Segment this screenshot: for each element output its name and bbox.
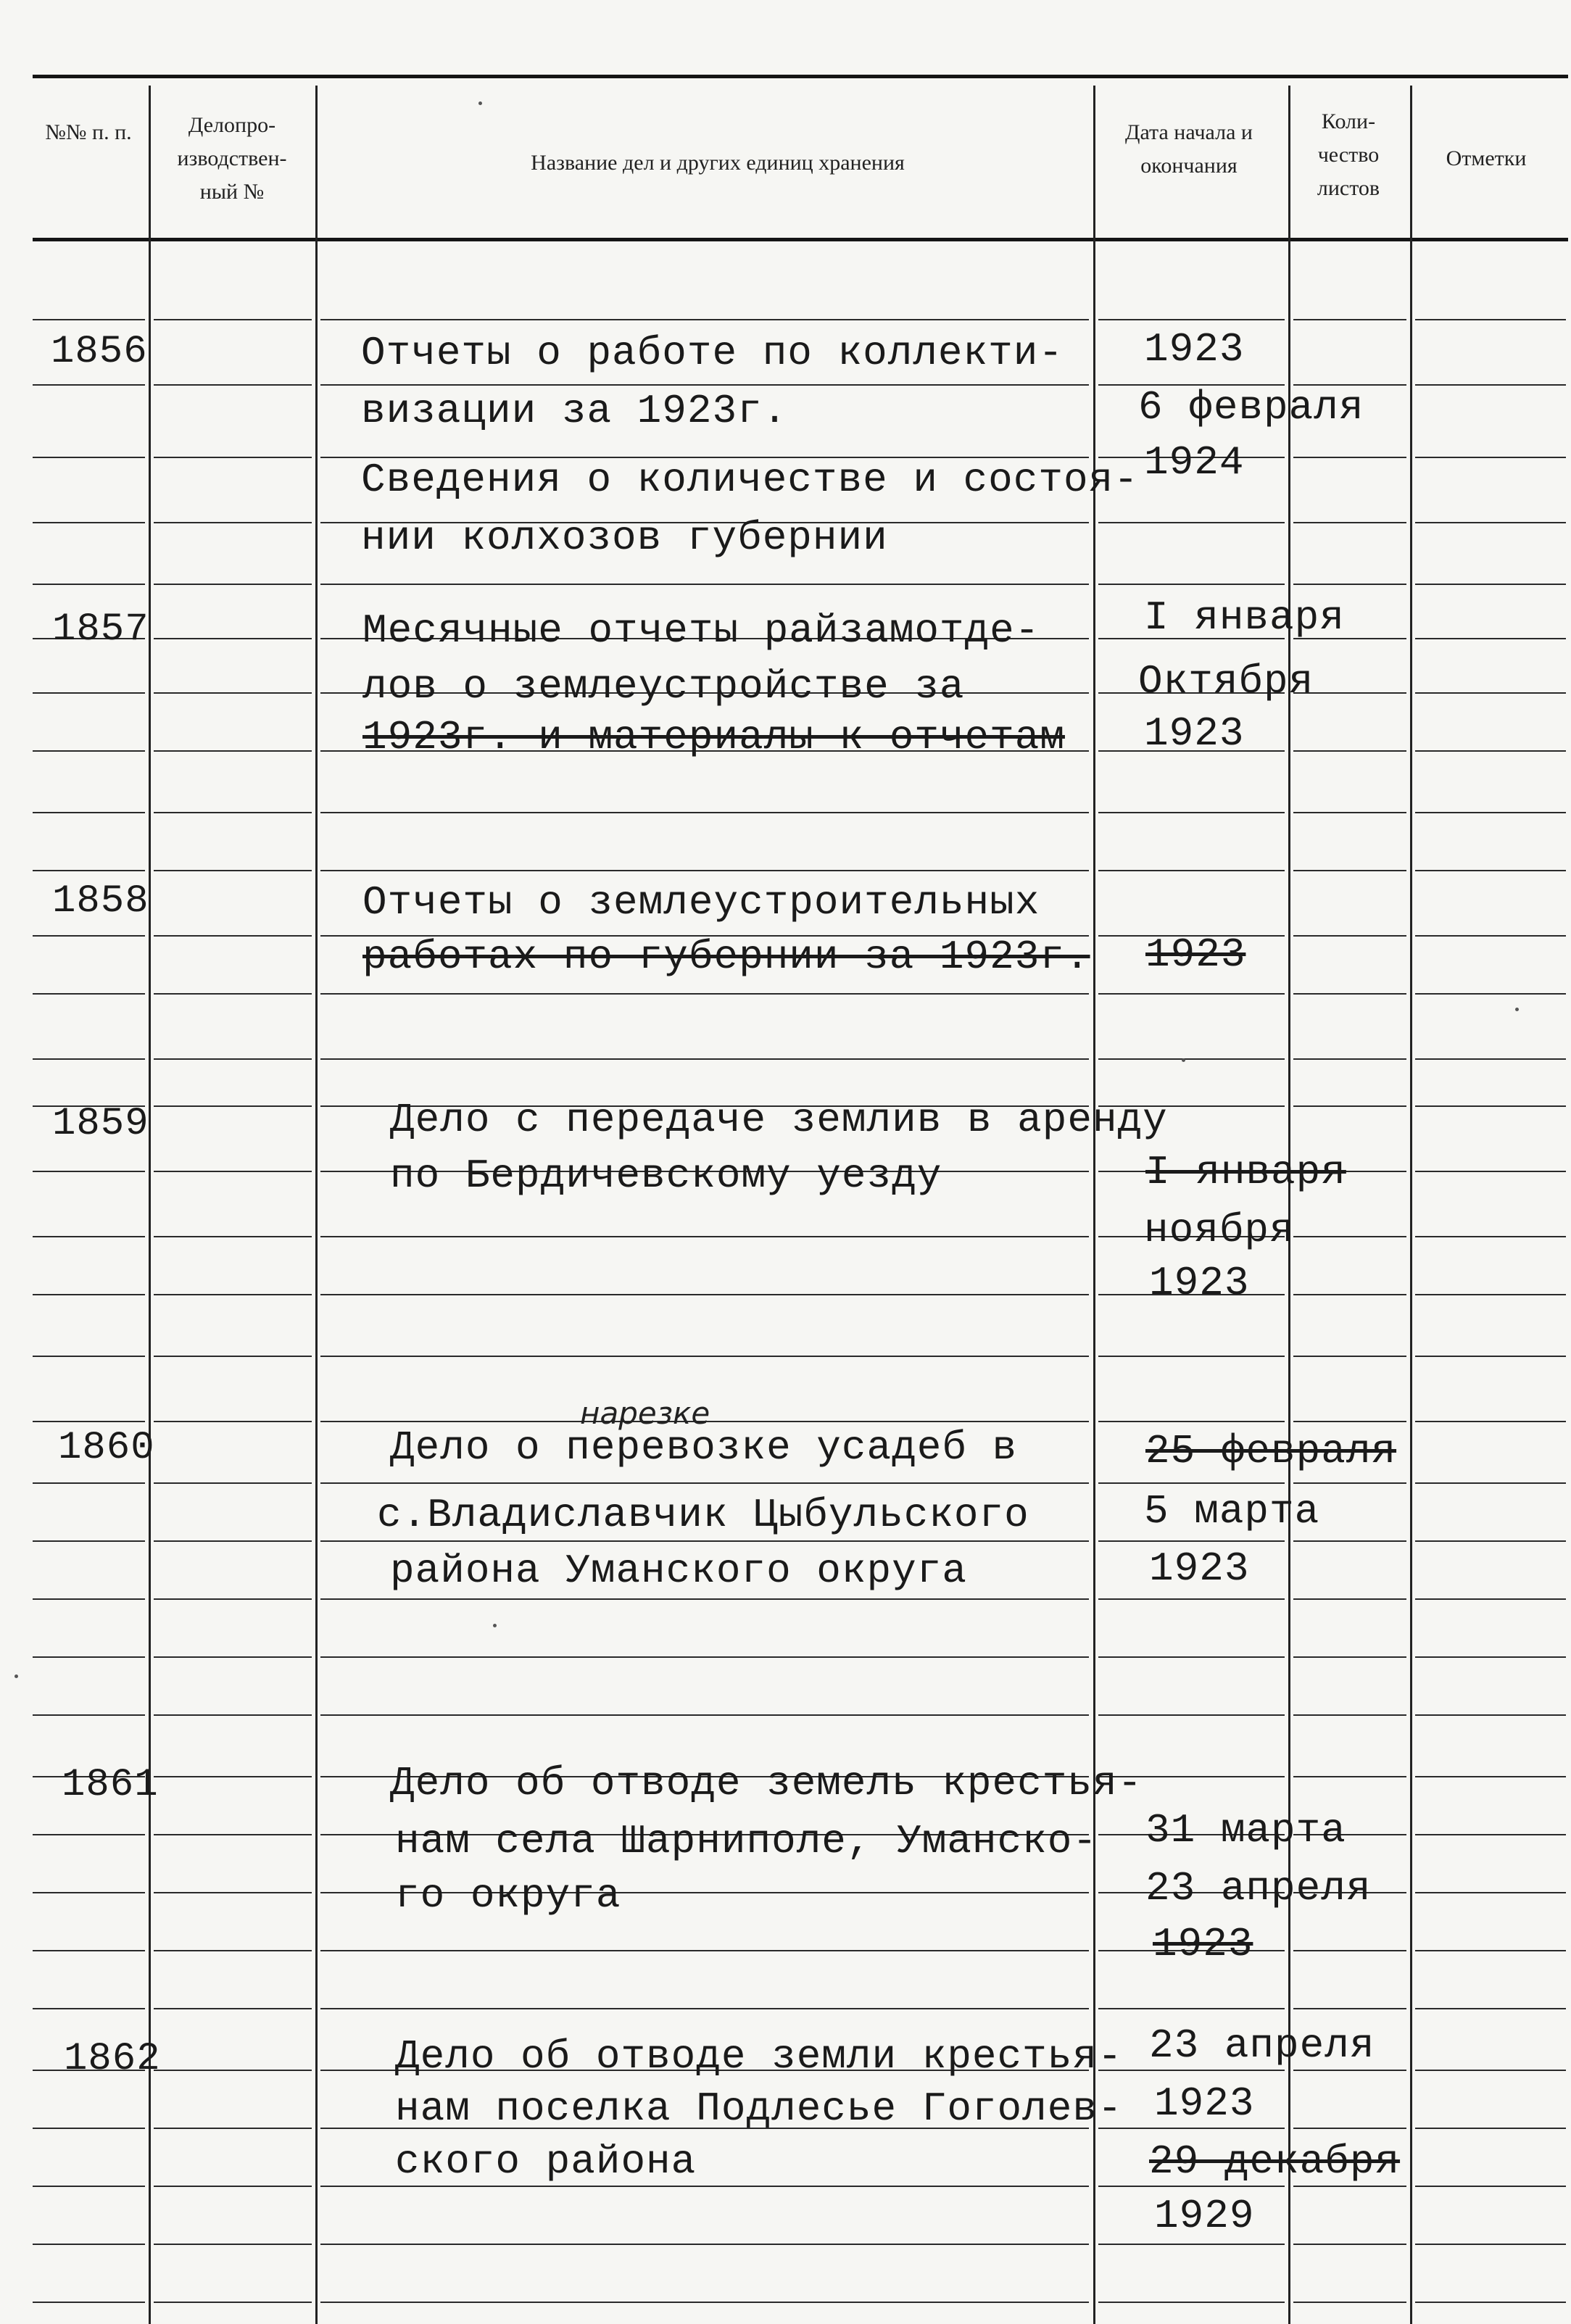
ruled-line <box>1415 1105 1566 1107</box>
ruled-line <box>33 812 145 813</box>
ruled-line <box>154 1236 312 1237</box>
ruled-line <box>320 812 1089 813</box>
ruled-line <box>154 2302 312 2303</box>
record-title-line: нии колхозов губернии <box>361 515 888 561</box>
record-date-line: 23 апреля <box>1145 1865 1372 1912</box>
ruled-line <box>154 812 312 813</box>
ruled-line <box>1415 1171 1566 1172</box>
column-divider <box>1410 86 1412 2324</box>
ruled-line <box>1293 1421 1406 1422</box>
ruled-line <box>154 384 312 386</box>
ruled-line <box>33 1294 145 1295</box>
ruled-line <box>1098 812 1285 813</box>
ruled-line <box>1098 2244 1285 2245</box>
ruled-line <box>1415 522 1566 523</box>
ruled-line <box>154 638 312 639</box>
ruled-line <box>1415 1950 1566 1951</box>
ruled-line <box>1415 319 1566 320</box>
ruled-line <box>33 1356 145 1357</box>
record-date-line: 1923 <box>1144 710 1245 757</box>
ruled-line <box>1415 1776 1566 1777</box>
scan-speck <box>1515 1008 1519 1011</box>
ruled-line <box>154 1058 312 1060</box>
record-date-line: 1929 <box>1154 2193 1255 2239</box>
record-number: 1860 <box>58 1426 155 1470</box>
ruled-line <box>1293 457 1406 458</box>
ruled-line <box>154 1105 312 1107</box>
ruled-line <box>33 2128 145 2129</box>
ruled-line <box>154 522 312 523</box>
ruled-line <box>1293 2244 1406 2245</box>
ruled-line <box>33 2244 145 2245</box>
scan-speck <box>14 1674 18 1678</box>
ruled-line <box>1293 2008 1406 2009</box>
ruled-line <box>33 1834 145 1835</box>
record-date-line: 23 апреля <box>1149 2022 1375 2069</box>
ruled-line <box>154 1171 312 1172</box>
ruled-line <box>1098 2008 1285 2009</box>
scan-speck <box>478 101 482 105</box>
ruled-line <box>1293 584 1406 585</box>
ruled-line <box>1098 2128 1285 2129</box>
ruled-line <box>154 1540 312 1542</box>
ruled-line <box>1415 1482 1566 1484</box>
ruled-line <box>320 1950 1089 1951</box>
ruled-line <box>33 584 145 585</box>
ruled-line <box>320 2186 1089 2187</box>
record-title-line: работах по губернии за 1923г. <box>362 934 1090 980</box>
record-date-line: 1923 <box>1144 326 1245 373</box>
record-number: 1858 <box>52 879 149 924</box>
ruled-line <box>33 935 145 937</box>
ruled-line <box>1415 935 1566 937</box>
record-title-line: Дело об отводе земли крестья- <box>395 2033 1123 2080</box>
ruled-line <box>1415 1294 1566 1295</box>
ruled-line <box>320 1058 1089 1060</box>
ruled-line <box>154 692 312 694</box>
record-title-line: нам села Шарниполе, Уманско- <box>395 1818 1098 1864</box>
ruled-line <box>1415 1058 1566 1060</box>
ruled-line <box>1415 993 1566 995</box>
ruled-line <box>1098 2070 1285 2071</box>
ruled-line <box>1293 1950 1406 1951</box>
ruled-line <box>154 1834 312 1835</box>
record-title-line: лов о землеустройстве за <box>362 663 965 710</box>
ruled-line <box>1098 584 1285 585</box>
ruled-line <box>320 1656 1089 1658</box>
ruled-line <box>33 1058 145 1060</box>
ruled-line <box>320 1540 1089 1542</box>
ruled-line <box>1415 1598 1566 1600</box>
ruled-line <box>1293 812 1406 813</box>
column-divider <box>149 86 151 2324</box>
ruled-line <box>1098 1656 1285 1658</box>
ruled-line <box>1098 319 1285 320</box>
ruled-line <box>33 692 145 694</box>
ruled-line <box>1293 993 1406 995</box>
record-date-line: 31 марта <box>1145 1807 1346 1854</box>
record-date-line: I января <box>1145 1149 1346 1195</box>
ruled-line <box>1415 2008 1566 2009</box>
record-title-line: Отчеты о землеустроительных <box>362 879 1040 926</box>
record-date-line: 1923 <box>1149 1545 1250 1592</box>
ruled-line <box>1415 692 1566 694</box>
record-date-line: 6 февраля <box>1138 384 1364 431</box>
ruled-line <box>33 319 145 320</box>
record-title-line: Дело с передаче землив в аренду <box>390 1097 1168 1143</box>
ruled-line <box>33 1892 145 1893</box>
ruled-line <box>33 870 145 871</box>
ruled-line <box>1415 750 1566 752</box>
ruled-line <box>154 1356 312 1357</box>
table-header-rule <box>33 238 1568 241</box>
ruled-line <box>154 1482 312 1484</box>
ruled-line <box>33 522 145 523</box>
ruled-line <box>1098 1714 1285 1716</box>
record-title-line: ского района <box>395 2138 697 2185</box>
ruled-line <box>1293 319 1406 320</box>
ruled-line <box>154 457 312 458</box>
ruled-line <box>1293 935 1406 937</box>
record-date-line: 29 декабря <box>1149 2138 1401 2185</box>
ruled-line <box>154 1294 312 1295</box>
ruled-line <box>1293 1105 1406 1107</box>
record-date-line: 1924 <box>1144 439 1245 486</box>
record-title-line: го округа <box>395 1872 621 1919</box>
ruled-line <box>33 1656 145 1658</box>
scan-speck <box>1182 1058 1185 1062</box>
ruled-line <box>1415 870 1566 871</box>
record-date-line: 1923 <box>1149 1260 1250 1306</box>
ruled-line <box>1098 522 1285 523</box>
ruled-line <box>154 584 312 585</box>
ruled-line <box>154 2128 312 2129</box>
ruled-line <box>320 2008 1089 2009</box>
ruled-line <box>1293 2070 1406 2071</box>
ruled-line <box>33 1482 145 1484</box>
record-number: 1862 <box>64 2037 161 2081</box>
ruled-line <box>154 2186 312 2187</box>
header-col-sheets: Коли-чество листов <box>1317 109 1380 200</box>
ruled-line <box>1415 584 1566 585</box>
ruled-line <box>154 1598 312 1600</box>
ruled-line <box>320 993 1089 995</box>
ruled-line <box>154 1714 312 1716</box>
ruled-line <box>1098 1540 1285 1542</box>
ruled-line <box>1415 2302 1566 2303</box>
ruled-line <box>1293 2186 1406 2187</box>
ruled-line <box>1415 1834 1566 1835</box>
record-title-line: Месячные отчеты райзамотде- <box>362 607 1040 654</box>
ruled-line <box>33 1171 145 1172</box>
ruled-line <box>1293 1776 1406 1777</box>
ruled-line <box>1098 1058 1285 1060</box>
ruled-line <box>1293 750 1406 752</box>
ruled-line <box>154 2070 312 2071</box>
ruled-line <box>33 750 145 752</box>
record-date-line: ноября <box>1144 1207 1295 1253</box>
ruled-line <box>154 1776 312 1777</box>
ruled-line <box>1293 1482 1406 1484</box>
record-date-line: 1923 <box>1153 1921 1253 1967</box>
record-date-line: Октября <box>1138 658 1314 705</box>
ruled-line <box>1415 1656 1566 1658</box>
ruled-line <box>33 1950 145 1951</box>
ruled-line <box>1415 2070 1566 2071</box>
ruled-line <box>1098 2302 1285 2303</box>
record-title-line: с.Владиславчик Цыбульского <box>377 1492 1029 1538</box>
header-col-dates: Дата начала и окончания <box>1125 120 1253 178</box>
header-col-notes: Отметки <box>1446 146 1527 170</box>
ruled-line <box>1415 1236 1566 1237</box>
ruled-line <box>1293 1598 1406 1600</box>
record-date-line: 5 марта <box>1144 1488 1320 1535</box>
ruled-line <box>33 1598 145 1600</box>
record-title-line: Сведения о количестве и состоя- <box>361 457 1139 503</box>
ruled-line <box>1098 1598 1285 1600</box>
ruled-line <box>154 1656 312 1658</box>
record-title-line: нам поселка Подлесье Гоголев- <box>395 2086 1123 2132</box>
record-date-line: 1923 <box>1145 931 1246 978</box>
ruled-line <box>1293 2128 1406 2129</box>
ruled-line <box>1415 638 1566 639</box>
ruled-line <box>320 384 1089 386</box>
ruled-line <box>1415 384 1566 386</box>
header-col-number: №№ п. п. <box>45 120 132 144</box>
ruled-line <box>154 750 312 752</box>
handwritten-correction: нарезке <box>580 1395 710 1431</box>
record-date-line: 25 февраля <box>1145 1428 1397 1474</box>
ruled-line <box>33 1714 145 1716</box>
ruled-line <box>1415 1421 1566 1422</box>
ruled-line <box>154 935 312 937</box>
ruled-line <box>1098 2186 1285 2187</box>
ruled-line <box>320 1294 1089 1295</box>
ruled-line <box>154 319 312 320</box>
ruled-line <box>154 1950 312 1951</box>
record-title-line: 1923г. и материалы к отчетам <box>362 714 1065 760</box>
ruled-line <box>320 1598 1089 1600</box>
ruled-line <box>33 1540 145 1542</box>
record-number: 1857 <box>52 607 149 652</box>
ruled-line <box>33 457 145 458</box>
ruled-line <box>1415 1356 1566 1357</box>
ruled-line <box>1293 1058 1406 1060</box>
record-date-line: I января <box>1144 594 1345 641</box>
record-number: 1859 <box>52 1102 149 1146</box>
ruled-line <box>1293 1714 1406 1716</box>
ruled-line <box>154 870 312 871</box>
ruled-line <box>1415 812 1566 813</box>
ruled-line <box>154 2008 312 2009</box>
header-col-title: Название дел и других единиц хранения <box>531 151 905 175</box>
ruled-line <box>1415 2186 1566 2187</box>
ruled-line <box>320 1236 1089 1237</box>
record-number: 1861 <box>62 1763 159 1807</box>
ruled-line <box>33 1236 145 1237</box>
ruled-line <box>1293 522 1406 523</box>
ruled-line <box>320 584 1089 585</box>
ruled-line <box>33 2008 145 2009</box>
ruled-line <box>33 1421 145 1422</box>
record-title-line: района Уманского округа <box>390 1548 967 1594</box>
ruled-line <box>320 319 1089 320</box>
ruled-line <box>33 2186 145 2187</box>
ruled-line <box>1415 2244 1566 2245</box>
ruled-line <box>33 993 145 995</box>
record-title-line: Дело об отводе земель крестья- <box>390 1760 1143 1806</box>
ruled-line <box>320 2302 1089 2303</box>
record-title-line: по Бердичевскому уезду <box>390 1153 942 1199</box>
ruled-line <box>320 870 1089 871</box>
ruled-line <box>1415 2128 1566 2129</box>
ruled-line <box>1293 2302 1406 2303</box>
header-col-office-number: Делопро-изводствен-ный № <box>177 113 287 204</box>
ruled-line <box>320 2244 1089 2245</box>
table-top-rule <box>33 75 1568 78</box>
ruled-line <box>1098 1356 1285 1357</box>
record-title-line: визации за 1923г. <box>361 388 788 434</box>
ruled-line <box>1293 1540 1406 1542</box>
ruled-line <box>320 1714 1089 1716</box>
record-title-line: Отчеты о работе по коллекти- <box>361 330 1064 376</box>
column-divider <box>315 86 318 2324</box>
ruled-line <box>33 2302 145 2303</box>
ruled-line <box>154 2244 312 2245</box>
ruled-line <box>1415 1714 1566 1716</box>
scan-speck <box>493 1624 497 1627</box>
ruled-line <box>1098 1482 1285 1484</box>
record-number: 1856 <box>51 330 148 374</box>
record-date-line: 1923 <box>1154 2080 1255 2127</box>
ruled-line <box>320 1356 1089 1357</box>
ruled-line <box>1293 1356 1406 1357</box>
ruled-line <box>33 384 145 386</box>
ruled-line <box>1098 1421 1285 1422</box>
ruled-line <box>1415 457 1566 458</box>
ruled-line <box>1293 1656 1406 1658</box>
column-divider <box>1093 86 1095 2324</box>
ruled-line <box>1415 1892 1566 1893</box>
ruled-line <box>154 993 312 995</box>
ruled-line <box>1293 870 1406 871</box>
ruled-line <box>1098 993 1285 995</box>
ruled-line <box>1098 870 1285 871</box>
ruled-line <box>320 1482 1089 1484</box>
ruled-line <box>1415 1540 1566 1542</box>
ruled-line <box>1293 1236 1406 1237</box>
ruled-line <box>154 1421 312 1422</box>
ruled-line <box>1293 1294 1406 1295</box>
ruled-line <box>154 1892 312 1893</box>
record-title-line: Дело о перевозке усадеб в <box>390 1424 1018 1471</box>
